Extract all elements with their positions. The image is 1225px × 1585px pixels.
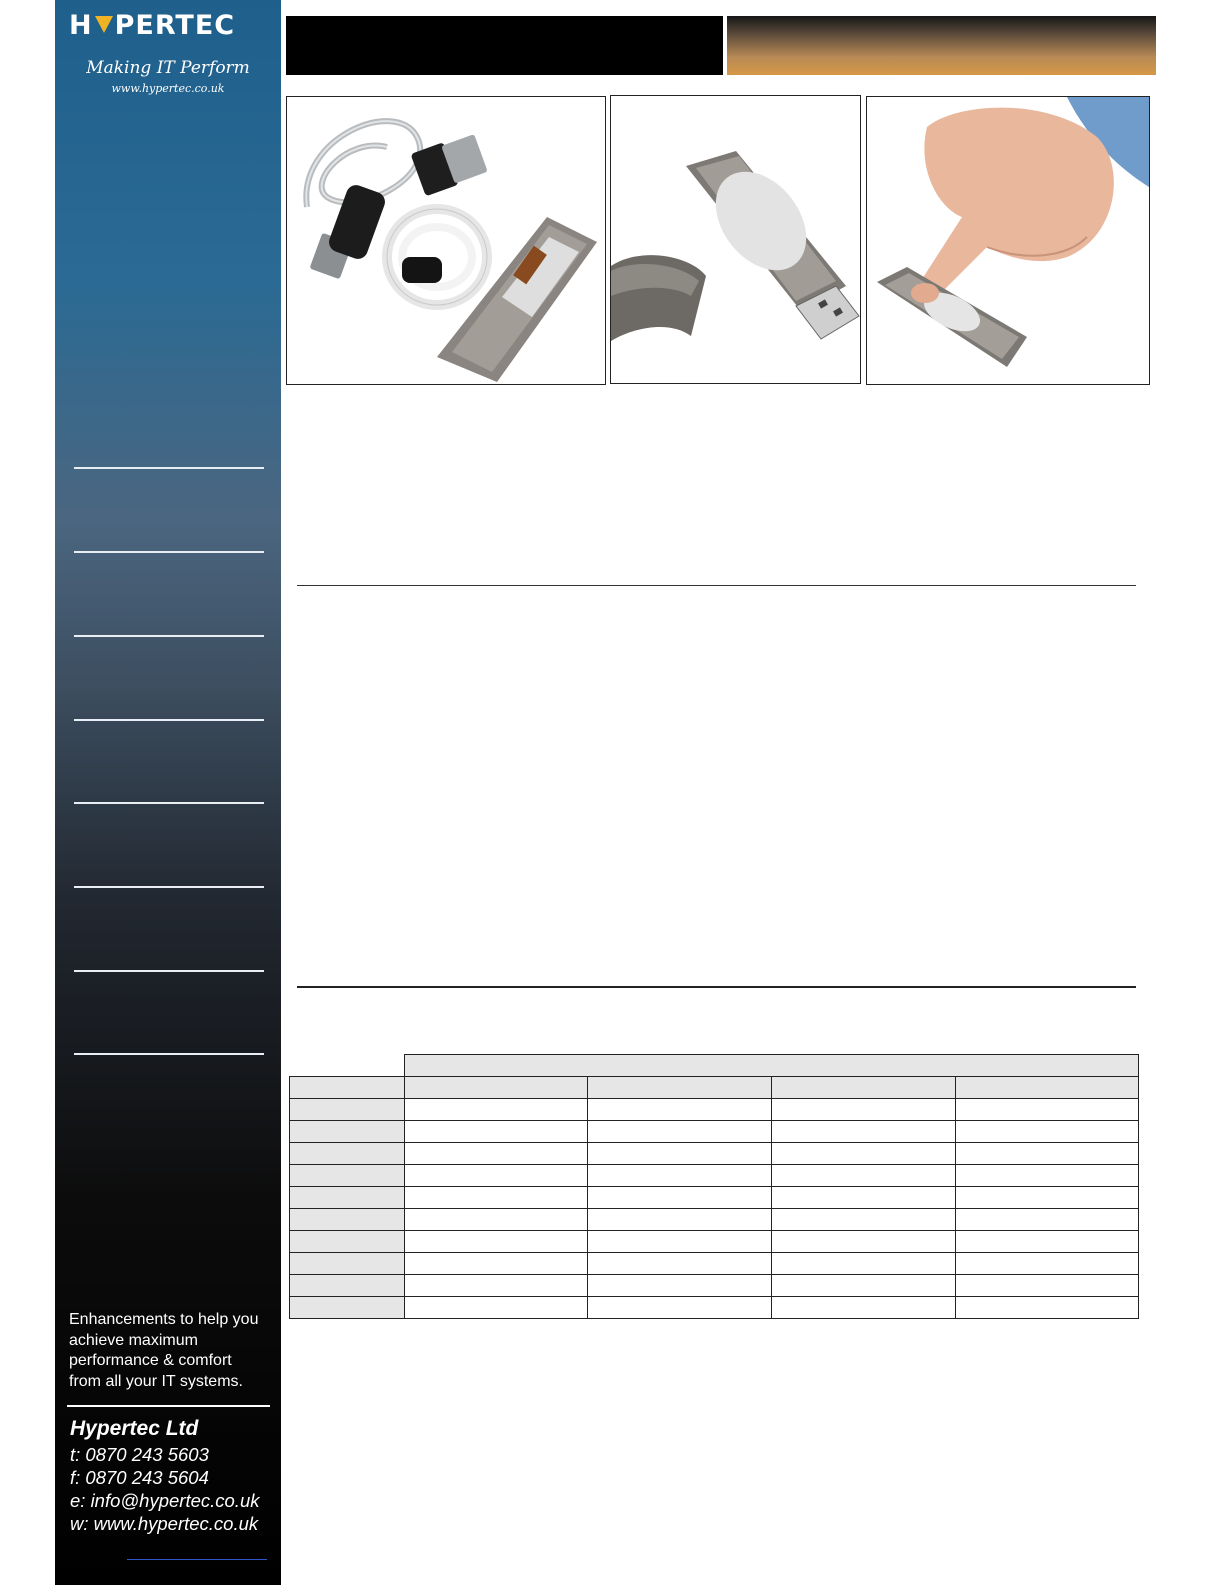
table-cell bbox=[588, 1121, 772, 1143]
tagline: Making IT Perform bbox=[86, 58, 250, 78]
table-cell bbox=[956, 1275, 1139, 1297]
table-cell bbox=[772, 1275, 956, 1297]
table-cell bbox=[405, 1231, 588, 1253]
table-row bbox=[290, 1209, 1139, 1231]
table-row bbox=[290, 1253, 1139, 1275]
table-cell bbox=[956, 1121, 1139, 1143]
table-cell bbox=[956, 1187, 1139, 1209]
table-header-row bbox=[290, 1077, 1139, 1099]
table-cell bbox=[956, 1143, 1139, 1165]
sidebar-divider bbox=[74, 1053, 264, 1055]
table-header-row bbox=[290, 1055, 1139, 1077]
table-cell bbox=[588, 1297, 772, 1319]
table-row bbox=[290, 1099, 1139, 1121]
table-cell bbox=[405, 1099, 588, 1121]
table-cell bbox=[588, 1165, 772, 1187]
sidebar-divider bbox=[74, 802, 264, 804]
section-divider bbox=[297, 986, 1136, 988]
table-cell bbox=[772, 1209, 956, 1231]
table-cell bbox=[588, 1253, 772, 1275]
company-name: Hypertec Ltd bbox=[70, 1417, 199, 1440]
logo-wordmark: H PERTEC bbox=[69, 10, 236, 41]
table-header-cell bbox=[956, 1077, 1139, 1099]
table-row bbox=[290, 1143, 1139, 1165]
table-cell bbox=[405, 1297, 588, 1319]
sidebar bbox=[55, 0, 281, 1585]
table-cell bbox=[588, 1275, 772, 1297]
product-photo-hand bbox=[866, 96, 1150, 385]
table-row bbox=[290, 1121, 1139, 1143]
product-photo-kit bbox=[286, 96, 606, 385]
table-cell bbox=[772, 1143, 956, 1165]
logo-url: www.hypertec.co.uk bbox=[111, 82, 225, 95]
table-cell bbox=[588, 1187, 772, 1209]
table-cell bbox=[588, 1099, 772, 1121]
table-row bbox=[290, 1231, 1139, 1253]
table-cell bbox=[405, 1253, 588, 1275]
fingerprint-usb-drive-with-cables-photo-icon bbox=[287, 97, 605, 384]
blurb-line: achieve maximum bbox=[69, 1331, 198, 1349]
table-row bbox=[290, 1187, 1139, 1209]
table-cell bbox=[772, 1231, 956, 1253]
table-cell bbox=[772, 1297, 956, 1319]
table-cell bbox=[588, 1143, 772, 1165]
row-label bbox=[290, 1165, 405, 1187]
sidebar-divider bbox=[74, 551, 264, 553]
table-cell bbox=[588, 1231, 772, 1253]
row-label bbox=[290, 1143, 405, 1165]
table-corner bbox=[290, 1055, 405, 1077]
usb-drive-with-cap-removed-photo-icon bbox=[611, 96, 860, 383]
row-label bbox=[290, 1099, 405, 1121]
table-cell bbox=[405, 1121, 588, 1143]
sidebar-divider bbox=[74, 635, 264, 637]
table-header-cell bbox=[772, 1077, 956, 1099]
row-label bbox=[290, 1209, 405, 1231]
contact-fax: f: 0870 243 5604 bbox=[70, 1467, 209, 1488]
sidebar-divider bbox=[74, 970, 264, 972]
row-label bbox=[290, 1121, 405, 1143]
table-cell bbox=[405, 1165, 588, 1187]
contact-phone: t: 0870 243 5603 bbox=[70, 1444, 209, 1465]
table-cell bbox=[405, 1187, 588, 1209]
row-label bbox=[290, 1275, 405, 1297]
row-label bbox=[290, 1187, 405, 1209]
table-row bbox=[290, 1165, 1139, 1187]
blurb-line: performance & comfort bbox=[69, 1352, 232, 1369]
table-group-header bbox=[405, 1055, 1139, 1077]
table-header-cell bbox=[588, 1077, 772, 1099]
table-cell bbox=[588, 1209, 772, 1231]
table-cell bbox=[405, 1143, 588, 1165]
header-accent-bar bbox=[727, 16, 1156, 75]
contact-web[interactable]: w: www.hypertec.co.uk bbox=[70, 1513, 259, 1534]
link-underline bbox=[127, 1559, 267, 1560]
table-header-cell bbox=[290, 1077, 405, 1099]
finger-on-usb-drive-sensor-photo-icon bbox=[867, 97, 1149, 384]
table-cell bbox=[956, 1165, 1139, 1187]
table-cell bbox=[956, 1253, 1139, 1275]
table-row bbox=[290, 1275, 1139, 1297]
header-title-bar bbox=[286, 16, 723, 75]
sidebar-divider bbox=[74, 467, 264, 469]
blurb-line: Enhancements to help you bbox=[69, 1311, 259, 1328]
table-cell bbox=[956, 1231, 1139, 1253]
spec-table bbox=[289, 1054, 1139, 1319]
sidebar-divider bbox=[74, 719, 264, 721]
product-photo-cap bbox=[610, 95, 861, 384]
logo-triangle-icon bbox=[95, 16, 113, 33]
hypertec-logo[interactable] bbox=[69, 10, 269, 46]
table-header-cell bbox=[405, 1077, 588, 1099]
table-row bbox=[290, 1297, 1139, 1319]
table-cell bbox=[956, 1099, 1139, 1121]
table-cell bbox=[772, 1099, 956, 1121]
table-cell bbox=[772, 1253, 956, 1275]
table-cell bbox=[956, 1209, 1139, 1231]
sidebar-divider bbox=[74, 886, 264, 888]
contact-email[interactable]: e: info@hypertec.co.uk bbox=[70, 1490, 260, 1511]
table-cell bbox=[956, 1297, 1139, 1319]
row-label bbox=[290, 1253, 405, 1275]
table-cell bbox=[772, 1121, 956, 1143]
contact-divider bbox=[67, 1405, 270, 1407]
blurb-line: from all your IT systems. bbox=[69, 1372, 243, 1390]
table-cell bbox=[772, 1187, 956, 1209]
row-label bbox=[290, 1297, 405, 1319]
section-divider bbox=[297, 585, 1136, 586]
row-label bbox=[290, 1231, 405, 1253]
table-cell bbox=[405, 1275, 588, 1297]
table-cell bbox=[405, 1209, 588, 1231]
table-cell bbox=[772, 1165, 956, 1187]
enhancements-blurb bbox=[69, 1310, 279, 1392]
